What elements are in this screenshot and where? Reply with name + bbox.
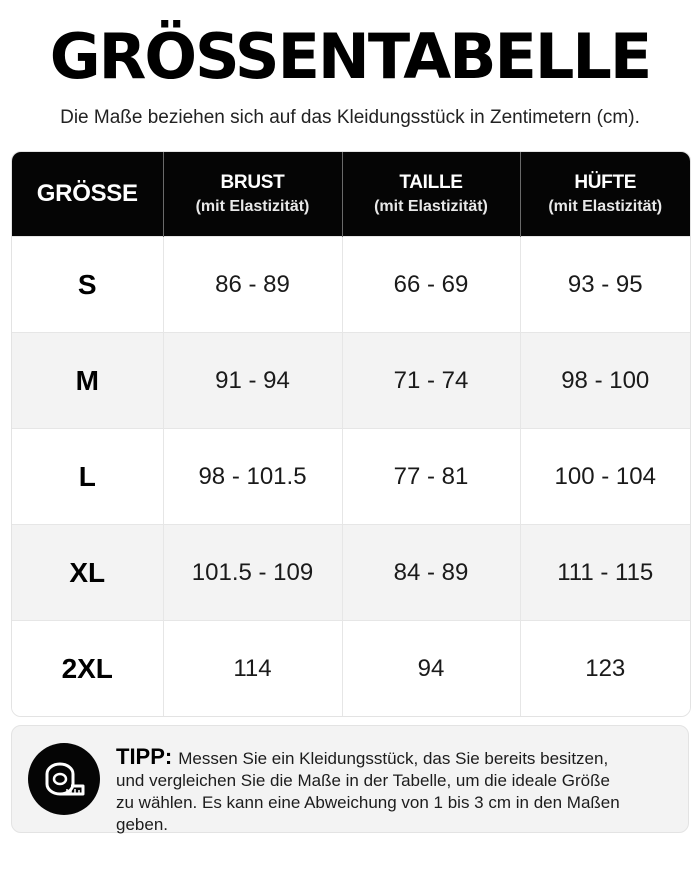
header-hip-sub: (mit Elastizität) [548,198,663,215]
table-row [12,237,690,333]
header-chest [163,152,342,237]
waist-cell: 71 - 74 [342,333,520,429]
size-cell: 2XL [12,621,163,717]
table-row [12,429,690,525]
hip-cell: 100 - 104 [520,429,690,525]
size-cell: L [12,429,163,525]
chest-cell: 114 [163,621,342,717]
header-hip-label: HÜFTE [574,172,637,193]
table-row [12,621,690,717]
header-size-label: GRÖSSE [36,180,138,207]
waist-cell: 66 - 69 [342,237,520,333]
measuring-tape-icon [28,743,100,815]
waist-cell: 94 [342,621,520,717]
header-waist-sub: (mit Elastizität) [374,198,488,215]
tip-line-3: zu wählen. Es kann eine Abweichung von 1 bis 3 cm in den Maßen geben. [116,793,620,834]
table-row [12,333,690,429]
tip-line-1: Messen Sie ein Kleidungsstück, das Sie bereits besitzen, [178,749,609,768]
tip-text [116,746,674,836]
size-cell: S [12,237,163,333]
page-title: GRÖSSENTABELLE [49,20,651,93]
tip-box [11,725,689,833]
tip-line-2: und vergleichen Sie die Maße in der Tabelle, um die ideale Größe [116,771,610,790]
waist-cell: 77 - 81 [342,429,520,525]
chest-cell: 98 - 101.5 [163,429,342,525]
header-chest-label: BRUST [220,172,285,193]
size-table [11,151,691,717]
table-row [12,525,690,621]
header-size [12,152,163,237]
header-row [12,152,690,237]
size-cell: M [12,333,163,429]
header-hip [520,152,690,237]
hip-cell: 93 - 95 [520,237,690,333]
waist-cell: 84 - 89 [342,525,520,621]
hip-cell: 98 - 100 [520,333,690,429]
tip-label: TIPP: [116,744,173,769]
size-cell: XL [12,525,163,621]
header-chest-sub: (mit Elastizität) [195,198,310,215]
chest-cell: 91 - 94 [163,333,342,429]
chest-cell: 86 - 89 [163,237,342,333]
header-waist [342,152,520,237]
hip-cell: 111 - 115 [520,525,690,621]
header-waist-label: TAILLE [399,172,463,193]
chest-cell: 101.5 - 109 [163,525,342,621]
page-subtitle: Die Maße beziehen sich auf das Kleidungsstück in Zentimetern (cm). [60,107,640,128]
hip-cell: 123 [520,621,690,717]
